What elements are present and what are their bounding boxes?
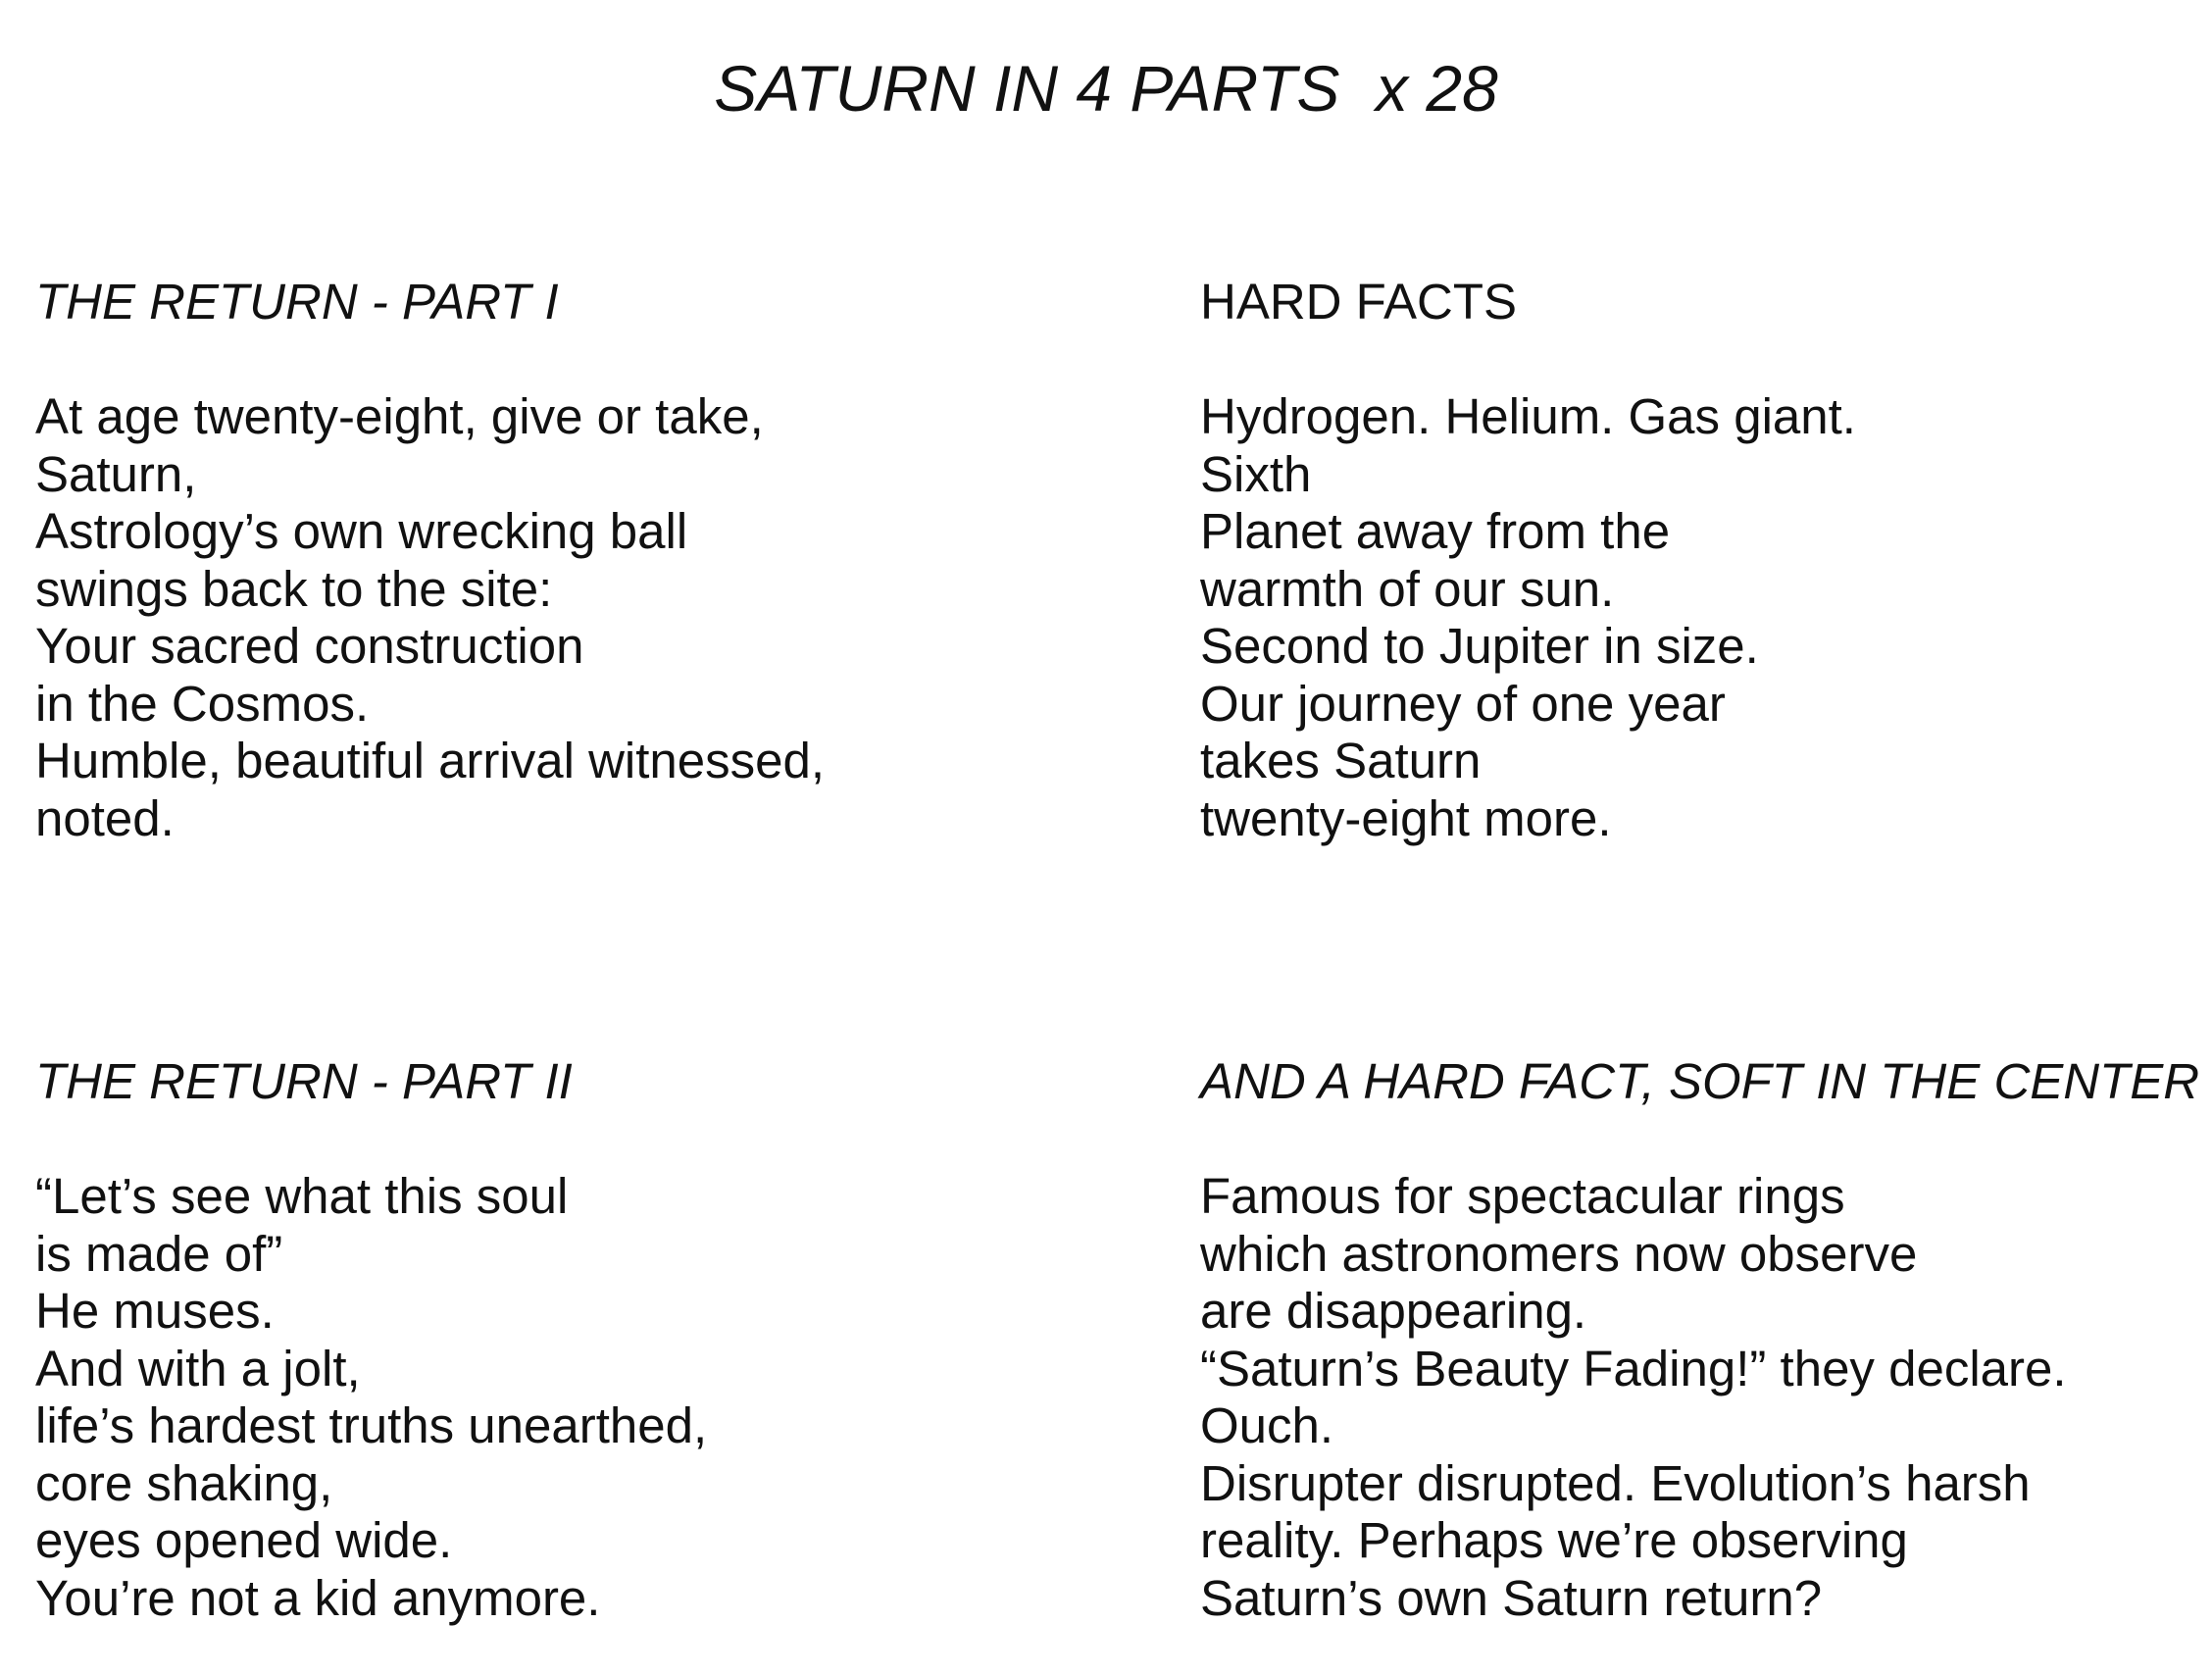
poem-line: core shaking,: [35, 1454, 333, 1511]
poem-line: Sixth: [1200, 445, 1312, 502]
poem-heading: THE RETURN - PART I: [35, 274, 559, 330]
poem-hard-fact-soft-center: [1200, 1052, 2212, 1627]
page-title: SATURN IN 4 PARTS x 28: [714, 52, 1498, 125]
poem-line: warmth of our sun.: [1200, 560, 1615, 617]
poem-the-return-part-2: [35, 1052, 1075, 1627]
poem-line: which astronomers now observe: [1200, 1225, 1918, 1282]
poem-body: [1200, 388, 2212, 847]
poem-heading: AND A HARD FACT, SOFT IN THE CENTER: [1200, 1053, 2200, 1109]
poem-line: Disrupter disrupted. Evolution’s harsh: [1200, 1454, 2031, 1511]
poem-line: Second to Jupiter in size.: [1200, 618, 1759, 674]
poem-line: Your sacred construction: [35, 618, 584, 674]
poem-line: He muses.: [35, 1283, 275, 1339]
poem-line: Astrology’s own wrecking ball: [35, 503, 688, 559]
poem-line: are disappearing.: [1200, 1283, 1587, 1339]
poem-line: Our journey of one year: [1200, 675, 1726, 732]
poem-line: is made of”: [35, 1225, 283, 1282]
poem-line: And with a jolt,: [35, 1340, 361, 1396]
poem-line: Hydrogen. Helium. Gas giant.: [1200, 388, 1856, 444]
poem-line: Planet away from the: [1200, 503, 1671, 559]
poem-line: in the Cosmos.: [35, 675, 370, 732]
poem-body: [1200, 1168, 2212, 1627]
poem-line: noted.: [35, 789, 175, 846]
poem-body: [35, 1168, 1075, 1627]
poem-line: takes Saturn: [1200, 733, 1482, 788]
poem-line: swings back to the site:: [35, 560, 553, 617]
poem-line: Saturn’s own Saturn return?: [1200, 1569, 1823, 1626]
poem-heading: THE RETURN - PART II: [35, 1053, 573, 1109]
poem-line: twenty-eight more.: [1200, 789, 1612, 846]
poem-body: [35, 388, 1075, 847]
poem-line: Famous for spectacular rings: [1200, 1168, 1845, 1224]
poem-line: Humble, beautiful arrival witnessed,: [35, 733, 826, 788]
poem-heading: HARD FACTS: [1200, 274, 1518, 330]
poem-line: Saturn,: [35, 445, 197, 502]
poem-line: eyes opened wide.: [35, 1512, 453, 1568]
poem-line: You’re not a kid anymore.: [35, 1569, 601, 1626]
poem-line: life’s hardest truths unearthed,: [35, 1397, 708, 1453]
poem-line: At age twenty-eight, give or take,: [35, 388, 764, 444]
poem-line: Ouch.: [1200, 1397, 1334, 1453]
poem-line: reality. Perhaps we’re observing: [1200, 1512, 1908, 1568]
poem-line: “Let’s see what this soul: [35, 1168, 569, 1224]
poem-line: “Saturn’s Beauty Fading!” they declare.: [1200, 1340, 2067, 1396]
poem-the-return-part-1: [35, 273, 1075, 847]
poem-hard-facts: [1200, 273, 2212, 847]
